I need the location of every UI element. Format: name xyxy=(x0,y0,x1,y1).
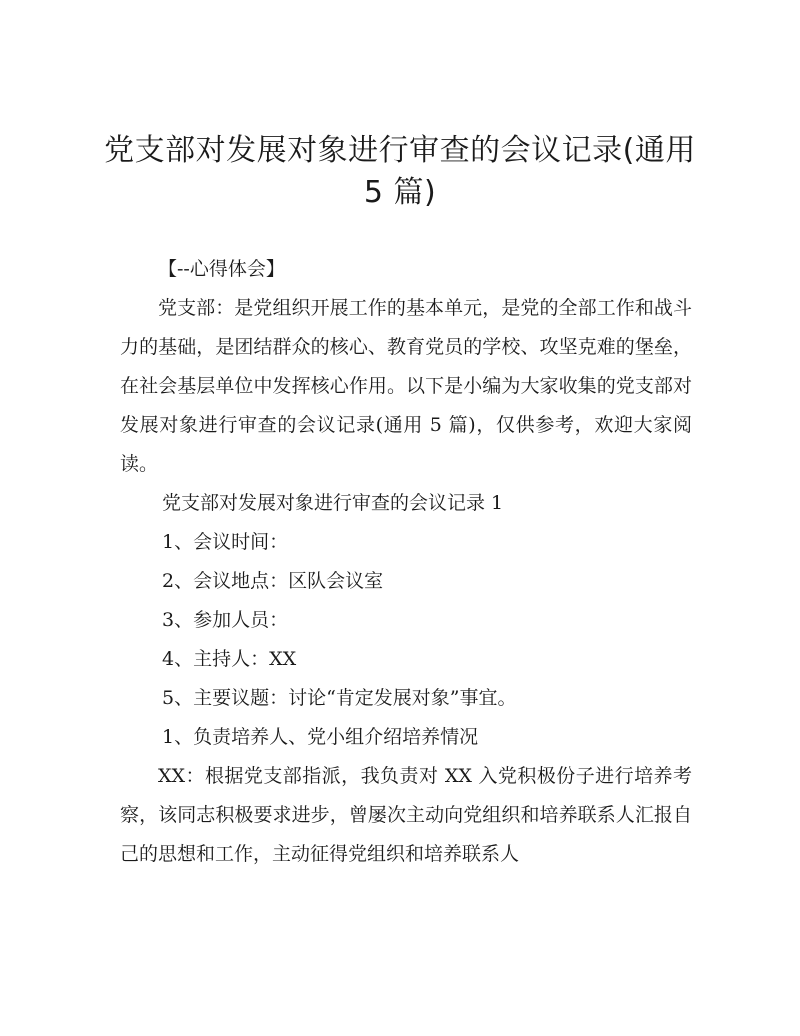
record-heading: 党支部对发展对象进行审查的会议记录 1 xyxy=(162,492,504,514)
item-training-intro: 1、负责培养人、党小组介绍培养情况 xyxy=(162,726,479,748)
item-participants: 3、参加人员： xyxy=(162,609,289,631)
section-tag: 【--心得体会】 xyxy=(158,258,285,280)
title-line-1: 党支部对发展对象进行审查的会议记录(通用 xyxy=(104,133,696,168)
xx-paragraph: XX：根据党支部指派，我负责对 XX 入党积极份子进行培养考察，该同志积极要求进步，曾屡次主动向党组织和培养联系人汇报自己的思想和工作，主动征得党组织和培养联系人 xyxy=(120,765,692,865)
title-line-2: 5 篇) xyxy=(363,175,437,210)
item-meeting-location: 2、会议地点：区队会议室 xyxy=(162,570,384,592)
item-meeting-time: 1、会议时间： xyxy=(162,531,289,553)
intro-paragraph: 党支部：是党组织开展工作的基本单元，是党的全部工作和战斗力的基础，是团结群众的核心、教育党员的学校、攻坚克难的堡垒，在社会基层单位中发挥核心作用。以下是小编为大家收集的党支部对发展对象进行审查的会议记录(通用 5 篇)，仅供参考，欢迎大家阅读。 xyxy=(120,297,692,475)
document-title xyxy=(90,130,710,214)
item-main-topic: 5、主要议题：讨论“肯定发展对象”事宜。 xyxy=(162,687,517,709)
item-host: 4、主持人：XX xyxy=(162,648,297,670)
document-body xyxy=(120,250,692,874)
